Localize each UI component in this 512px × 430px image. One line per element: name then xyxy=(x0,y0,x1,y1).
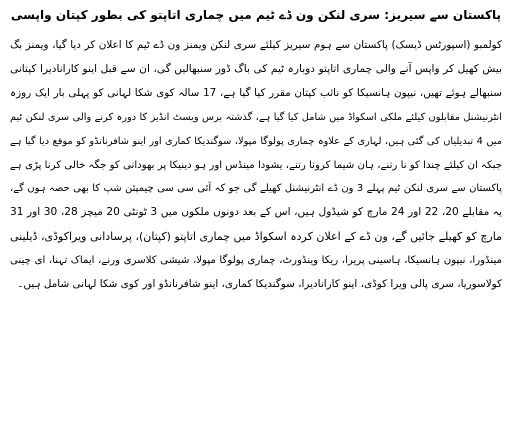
body-line: میں 4 تبدیلیاں کی گئی ہیں، لہاری کے علاوہ چماری پولوگا مپولا، سوگندیکا کماری اور اینو شافرنانڈو کو موقع دیا گیا ہے xyxy=(10,135,502,147)
body-line: کولمبو (اسپورٹس ڈیسک) پاکستان سے ہوم سیریز کیلئے سری لنکن ویمنز ون ڈے ٹیم کا اعلان کر دیا گیا، ویمنز بگ xyxy=(10,39,502,51)
article-headline: پاکستان سے سیریز: سری لنکن ون ڈے ٹیم میں چماری اتاپتو کی بطور کپتان واپسی xyxy=(10,8,502,22)
body-line: کولاسوریا، سری پالی ویرا کوڈی، اینو کارانادیرا، سوگندیکا کماری، اینو شافرنانڈو اور کوی شکا لہانی شامل ہیں۔ xyxy=(17,278,502,291)
body-line: مارچ کو کھیلے جائیں گے، ون ڈے کے اعلان کردہ اسکواڈ میں چماری اتاپتو (کپتان)، پرسادانی ویراکوڈی، ڈیلینی xyxy=(10,230,502,244)
body-line: سنبھالے ہوئے تھیں، نیپون ہانسیکا کو نائب کپتان مقرر کیا گیا ہے، 17 سالہ کوی شکا لہانی کو پہلی بار ایک روزہ xyxy=(10,86,502,99)
body-line: پاکستان سے سری لنکن ٹیم پہلے 3 ون ڈے انٹرنیشنل کھیلے گی جو کہ آئی سی سی چیمپئن شپ کا بھی حصہ ہوں گے، xyxy=(10,183,502,195)
article-body xyxy=(10,34,502,297)
body-line: مینڈورا، نیپون ہانسیکا، ہاسینی پریرا، ریکا وینڈورٹ، چماری پولوگا مپولا، شیشی کلاسری ورنے، ایماک تہنا، ای چینی xyxy=(10,255,502,267)
body-line: انٹرنیشنل مقابلوں کیلئے ملکی اسکواڈ میں شامل کیا گیا ہے، گذشتہ برس ویسٹ انڈیز کا دورہ کرنے والی سری لنکن ٹیم xyxy=(10,111,502,123)
body-line: یہ مقابلے 20، 22 اور 24 مارچ کو شیڈول ہیں، اس کے بعد دونوں ملکوں میں 3 ٹونٹی 20 میچز 28، 30 اور 31 xyxy=(10,206,502,219)
body-line: بیش کھیل کر واپس آنے والی چماری اتاپتو دوبارہ ٹیم کی باگ ڈور سنبھالیں گی، ان سے قبل اینو کارانادیرا کپتانی xyxy=(10,62,502,75)
body-line: جبکہ ان کیلئے چندا کو نا رتنے، ہان شیما کرونا رتنے، یشودا مینڈس اور ہو دینیکا پر بھودانی کو جگہ خالی کرنا پڑی ہے xyxy=(10,159,502,171)
